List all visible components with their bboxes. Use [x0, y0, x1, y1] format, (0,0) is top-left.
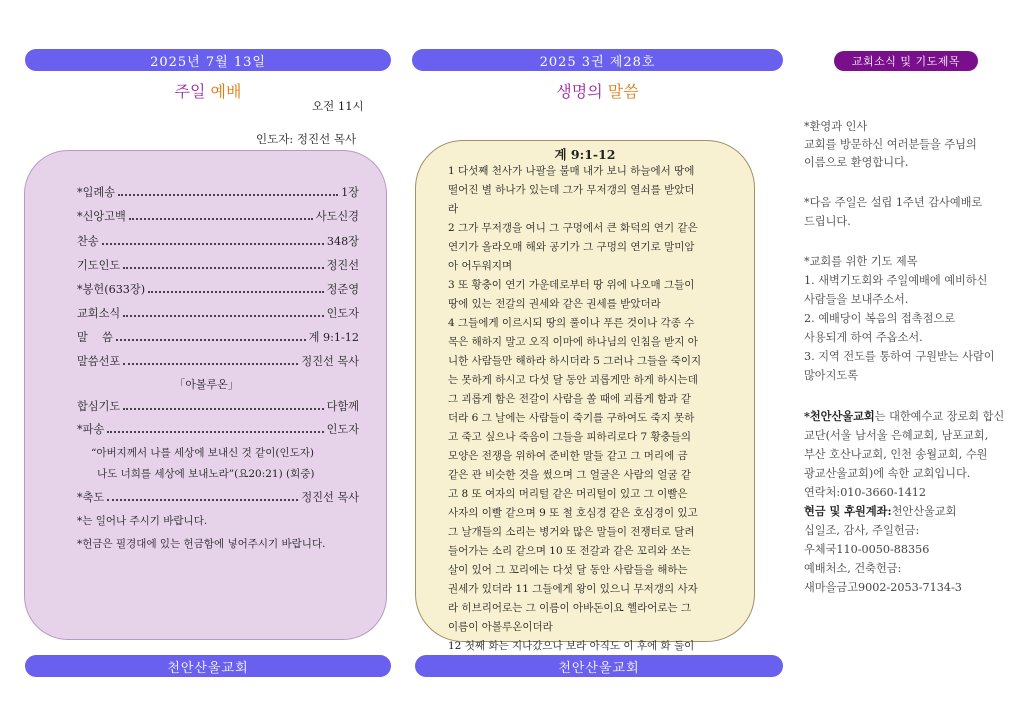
order-value: 정진선 [326, 259, 359, 272]
leader-dots [107, 431, 323, 433]
order-label: *축도 [77, 491, 105, 504]
scripture-line: 라 [448, 203, 459, 215]
church-footer-left [25, 655, 391, 677]
news-line: *다음 주일은 설립 1주년 감사예배로 [804, 196, 983, 209]
order-row [77, 232, 359, 250]
scripture-line: 그 날개들의 소리는 병거와 많은 말들이 전쟁터로 달려 [448, 526, 695, 538]
scripture-reference: 계 9:1-12 [554, 147, 616, 162]
order-value: 1장 [341, 186, 359, 199]
order-row [77, 304, 359, 322]
order-label: *봉헌(633장) [77, 283, 146, 296]
order-row [77, 352, 359, 370]
offering-type: 십일조, 감사, 주일헌금: [804, 524, 920, 537]
church-desc-text: 는 대한예수교 장로회 합신 [874, 410, 1005, 423]
scripture-line: 모양은 전쟁을 위하여 준비한 말들 같고 그 머리에 금 [448, 450, 688, 462]
scripture-line: 땅에 있는 전갈의 권세와 같은 권세를 받았더라 [448, 298, 661, 310]
church-footer-text: 천안산울교회 [167, 660, 249, 676]
word-title [412, 79, 783, 102]
news-line: 사용되게 하여 주옵소서. [804, 331, 923, 344]
word-title-main: 생명의 [556, 82, 608, 101]
offering-type: 예배처소, 건축헌금: [804, 562, 902, 575]
scripture-line: 사자의 이빨 같으며 9 또 철 호심경 같은 호심경이 있고 [448, 507, 698, 519]
account-heading [804, 503, 956, 519]
scripture-line: 2 그가 무저갱을 여니 그 구멍에서 큰 화덕의 연기 같은 [448, 222, 698, 234]
church-description [804, 408, 1004, 424]
worship-order-panel [24, 150, 387, 640]
order-value: 348장 [326, 235, 359, 248]
order-value: 정진선 목사 [301, 355, 359, 368]
scripture-line: 그 괴롭게 함은 전갈이 사람을 쏠 때에 괴롭게 함과 같 [448, 393, 692, 405]
news-line: 사람들을 보내주소서. [804, 293, 909, 306]
order-row [77, 207, 359, 225]
order-label: *파송 [77, 423, 105, 436]
scripture-line: 떨어진 별 하나가 있는데 그가 무저갱의 열쇠를 받았더 [448, 184, 695, 196]
offering-account: 우체국110-0050-88356 [804, 543, 930, 556]
order-value: 정준영 [326, 283, 359, 296]
scripture-line: 는 못하게 하시고 다섯 달 동안 괴롭게만 하게 하시는데 [448, 374, 698, 386]
service-title-accent: 예배 [210, 82, 242, 101]
church-footer-text: 천안산울교회 [558, 660, 640, 676]
service-title-main: 주일 [174, 82, 211, 101]
issue-banner [412, 49, 783, 71]
standing-note: *는 일어나 주시기 바랍니다. [77, 515, 208, 527]
news-line: 1. 새벽기도회와 주일예배에 예비하신 [804, 274, 988, 287]
scripture-line: 목은 해하지 말고 오직 이마에 하나님의 인침을 받지 아 [448, 336, 698, 348]
scripture-line: 더라 6 그 날에는 사람들이 죽기를 구하여도 죽지 못하 [448, 412, 695, 424]
church-name: *천안산울교회 [804, 409, 875, 423]
news-line: 교회를 방문하신 여러분들을 주님의 [804, 138, 977, 151]
news-line: *환영과 인사 [804, 120, 868, 133]
scripture-line: 연기가 올라오매 해와 공기가 그 구멍의 연기로 말미암 [448, 241, 695, 253]
leader-dots [123, 408, 323, 410]
leader-dots [116, 339, 306, 341]
order-label: *입례송 [77, 186, 116, 199]
account-name: 천안산울교회 [891, 505, 957, 518]
news-line: 3. 지역 전도를 통하여 구원받는 사람이 [804, 350, 995, 363]
scripture-line: 고 죽고 싶으나 죽음이 그들을 피하리로다 7 황충들의 [448, 431, 692, 443]
scripture-line: 권세가 있더라 11 그들에게 왕이 있으니 무저갱의 사자 [448, 583, 698, 595]
word-title-accent: 말씀 [607, 82, 639, 101]
news-line: 이름으로 환영합니다. [804, 156, 909, 169]
contact-number: 연락처:010-3660-1412 [804, 486, 927, 499]
order-value: 정진선 목사 [301, 491, 359, 504]
church-description: 부산 호산나교회, 인천 송월교회, 수원 [804, 448, 988, 461]
news-line: 많아지도록 [804, 369, 859, 382]
order-label: 교회소식 [77, 307, 121, 320]
scripture-line: 이름이 아볼루온이더라 [448, 621, 553, 633]
leader-dots [102, 243, 324, 245]
service-time: 오전 11시 [312, 99, 364, 113]
order-label: 기도인도 [77, 259, 121, 272]
scripture-line: 4 그들에게 이르시되 땅의 풀이나 푸른 것이나 각종 수 [448, 317, 695, 329]
news-line: 2. 예배당이 복음의 접촉점으로 [804, 312, 956, 325]
order-value: 인도자 [326, 423, 359, 436]
leader-dots [123, 363, 298, 365]
leader-dots [148, 291, 323, 293]
scripture-line: 살이 있어 그 꼬리에는 다섯 달 동안 사람들을 해하는 [448, 564, 688, 576]
leader-dots [129, 218, 313, 220]
order-value: 계 9:1-12 [308, 331, 359, 344]
order-row [77, 183, 359, 201]
scripture-line: 12 첫째 화는 지나갔으나 보라 아직도 이 후에 화 둘이 [448, 640, 695, 652]
leader-dots [118, 194, 338, 196]
scripture-line: 같은 관 비슷한 것을 썼으며 그 얼굴은 사람의 얼굴 같 [448, 469, 692, 481]
order-row [77, 397, 359, 415]
scripture-text [448, 162, 732, 675]
order-label: 말 씀 [77, 331, 113, 344]
leader-dots [123, 315, 323, 317]
offering-note: *헌금은 필경대에 있는 헌금함에 넣어주시기 바랍니다. [77, 538, 326, 550]
news-line: *교회를 위한 기도 제목 [804, 255, 918, 268]
church-description: 교단(서울 남서울 은혜교회, 남포교회, [804, 429, 989, 442]
leader-dots [123, 267, 323, 269]
order-row [77, 280, 359, 298]
order-value: 다함께 [326, 400, 359, 413]
worship-leader: 인도자: 정진선 목사 [256, 132, 357, 146]
account-label: 현금 및 후원계좌: [804, 504, 892, 518]
sending-verse-line: “아버지께서 나를 세상에 보내신 것 같이(인도자) [91, 447, 314, 459]
scripture-line: 니한 사람들만 해하라 하시더라 5 그러나 그들을 죽이지 [448, 355, 702, 367]
scripture-line: 1 다섯째 천사가 나팔을 불매 내가 보니 하늘에서 땅에 [448, 165, 695, 177]
news-badge [834, 51, 978, 71]
order-label: 합심기도 [77, 400, 121, 413]
news-badge-text: 교회소식 및 기도제목 [851, 55, 961, 68]
leader-dots [107, 499, 298, 501]
news-line: 드립니다. [804, 215, 851, 228]
order-row [77, 328, 359, 346]
scripture-line: 들어가는 소리 같으며 10 또 전갈과 같은 꼬리와 쏘는 [448, 545, 691, 557]
scripture-line: 고 8 또 여자의 머리털 같은 머리털이 있고 그 이빨은 [448, 488, 688, 500]
church-description: 광교산울교회)에 속한 교회입니다. [804, 467, 971, 480]
scripture-line: 아 어두워지며 [448, 260, 513, 272]
scripture-line: 라 히브리어로는 그 이름이 아바돈이요 헬라어로는 그 [448, 602, 692, 614]
order-value: 인도자 [326, 307, 359, 320]
order-value: 사도신경 [315, 210, 359, 223]
order-label: *신앙고백 [77, 210, 126, 223]
order-label: 말씀선포 [77, 355, 121, 368]
church-footer-middle [415, 655, 783, 677]
order-label: 찬송 [77, 235, 99, 248]
sending-verse-line: 나도 너희를 세상에 보내노라”(요20:21) (회중) [97, 468, 315, 480]
sermon-title: 「아볼루온」 [174, 378, 239, 391]
issue-text: 2025 3권 제28호 [539, 54, 656, 70]
order-row [77, 256, 359, 274]
order-row [77, 488, 359, 506]
scripture-panel [415, 140, 755, 652]
date-banner [25, 49, 391, 71]
order-row [77, 420, 359, 438]
date-text: 2025년 7월 13일 [150, 54, 266, 70]
scripture-line: 3 또 황충이 연기 가운데로부터 땅 위에 나오매 그들이 [448, 279, 695, 291]
offering-account: 새마을금고9002-2053-7134-3 [804, 581, 962, 594]
